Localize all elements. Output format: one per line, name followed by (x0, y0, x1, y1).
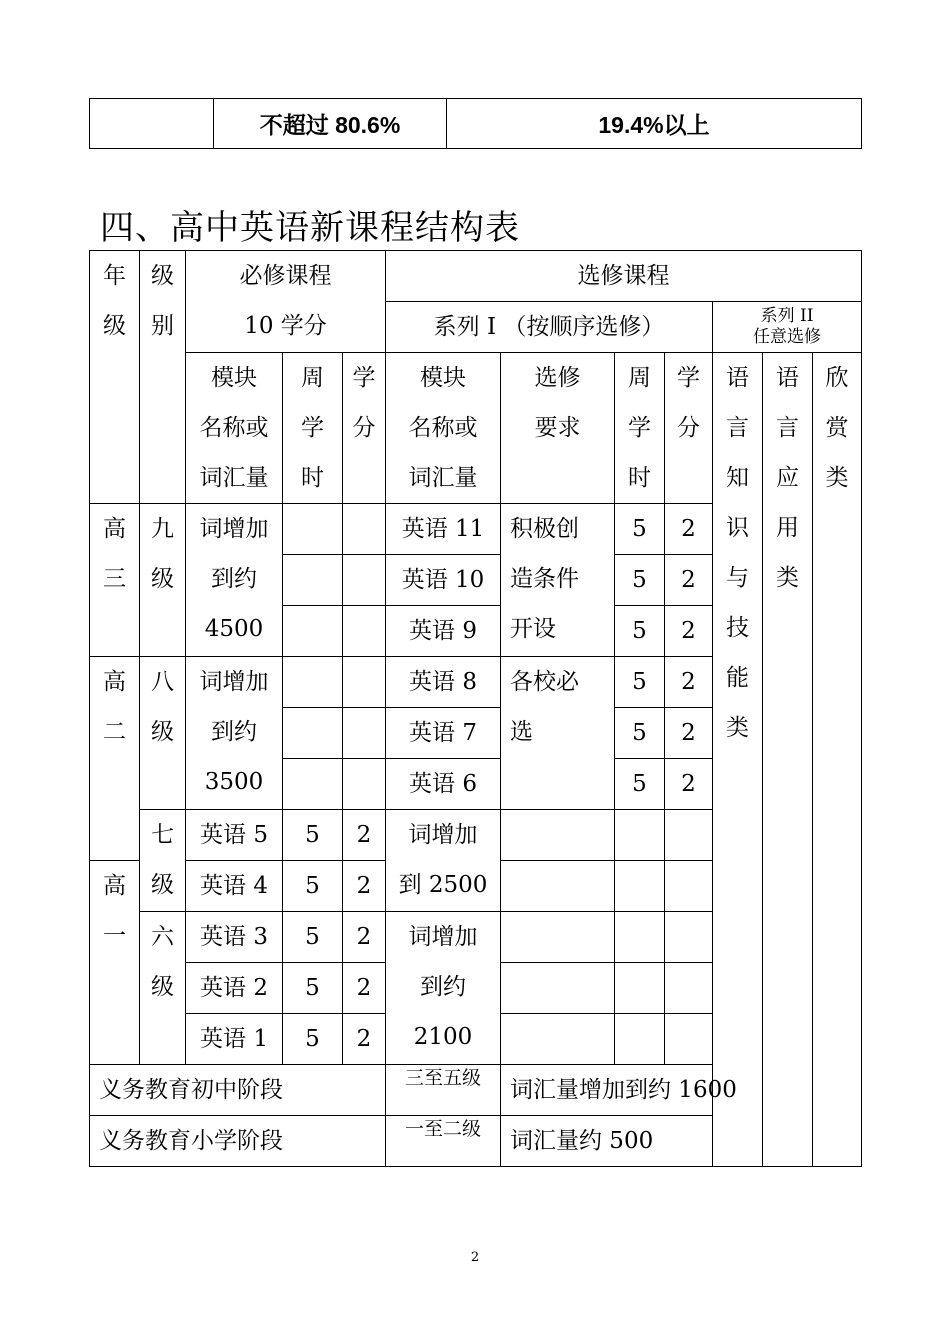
empty-cell (665, 963, 713, 1014)
empty-cell (343, 606, 386, 657)
empty-cell (283, 606, 343, 657)
course-credit: 2 (343, 810, 386, 861)
course-name: 英语 7 (386, 708, 501, 759)
grade-senior-1: 高 一 (90, 861, 140, 1065)
elective-credit-header: 学 分 (665, 353, 713, 504)
course-credit: 2 (343, 1014, 386, 1065)
elective-percentage: 19.4%以上 (447, 99, 862, 149)
vocab-2500: 词增加 到 2500 (386, 810, 501, 912)
elective-requirement-header: 选修 要求 (501, 353, 615, 504)
course-hours: 5 (283, 810, 343, 861)
empty-cell (501, 963, 615, 1014)
empty-cell (665, 861, 713, 912)
middle-school-stage: 义务教育初中阶段 (90, 1065, 386, 1116)
empty-cell (283, 504, 343, 555)
grade-senior-3: 高 三 (90, 504, 140, 657)
empty-cell (665, 810, 713, 861)
required-credit-header: 学 分 (343, 353, 386, 504)
vocab-3500: 词增加 到约 3500 (186, 657, 283, 810)
required-module-name-header: 模块 名称或 词汇量 (186, 353, 283, 504)
course-credit: 2 (665, 657, 713, 708)
empty-cell (615, 1014, 665, 1065)
course-hours: 5 (283, 861, 343, 912)
empty-cell (615, 810, 665, 861)
level-9: 九 级 (140, 504, 186, 657)
empty-cell (665, 1014, 713, 1065)
course-name: 英语 11 (386, 504, 501, 555)
empty-cell (615, 912, 665, 963)
table-row (90, 1116, 862, 1167)
course-name: 英语 1 (186, 1014, 283, 1065)
empty-cell (343, 504, 386, 555)
elective-requirement: 各校必 选 (501, 657, 615, 810)
empty-cell (343, 708, 386, 759)
empty-cell (665, 912, 713, 963)
appreciation-column: 欣 赏 类 (813, 353, 862, 1167)
required-hours-header: 周 学 时 (283, 353, 343, 504)
primary-school-vocab: 词汇量约 500 (501, 1116, 862, 1167)
course-hours: 5 (615, 504, 665, 555)
empty-cell (501, 810, 615, 861)
empty-cell (283, 759, 343, 810)
empty-cell (501, 912, 615, 963)
grade-header: 年 级 (90, 251, 140, 504)
empty-cell (501, 861, 615, 912)
course-hours: 5 (615, 555, 665, 606)
course-credit: 2 (343, 963, 386, 1014)
course-name: 英语 4 (186, 861, 283, 912)
elective-module-name-header: 模块 名称或 词汇量 (386, 353, 501, 504)
course-credit: 2 (343, 861, 386, 912)
course-credit: 2 (343, 912, 386, 963)
empty-cell (283, 555, 343, 606)
empty-cell (283, 657, 343, 708)
course-credit: 2 (665, 606, 713, 657)
course-hours: 5 (283, 1014, 343, 1065)
course-hours: 5 (615, 606, 665, 657)
empty-cell (343, 657, 386, 708)
course-hours: 5 (615, 759, 665, 810)
course-name: 英语 3 (186, 912, 283, 963)
curriculum-structure-table (89, 250, 862, 1167)
level-8: 八 级 (140, 657, 186, 810)
elective-course-header: 选修课程 (386, 251, 862, 302)
section-title: 四、高中英语新课程结构表 (100, 208, 520, 248)
course-name: 英语 5 (186, 810, 283, 861)
empty-cell (615, 861, 665, 912)
elective-hours-header: 周 学 时 (615, 353, 665, 504)
primary-school-stage: 义务教育小学阶段 (90, 1116, 386, 1167)
required-percentage: 不超过 80.6% (214, 99, 447, 149)
course-hours: 5 (283, 963, 343, 1014)
language-knowledge-skills-column: 语 言 知 识 与 技 能 类 (713, 353, 763, 1167)
empty-cell (283, 708, 343, 759)
course-hours: 5 (615, 657, 665, 708)
course-credit: 2 (665, 759, 713, 810)
elective-requirement: 积极创 造条件 开设 (501, 504, 615, 657)
language-application-column: 语 言 应 用 类 (763, 353, 813, 1167)
level-header: 级 别 (140, 251, 186, 504)
level-7: 七 级 (140, 810, 186, 912)
credit-ratio-table (89, 98, 862, 149)
empty-cell (501, 1014, 615, 1065)
empty-cell (615, 963, 665, 1014)
course-credit: 2 (665, 555, 713, 606)
series-2-header: 系列 II 任意选修 (713, 302, 862, 353)
grade-senior-2: 高 二 (90, 657, 140, 861)
course-name: 英语 6 (386, 759, 501, 810)
table-row (90, 1065, 862, 1116)
course-hours: 5 (283, 912, 343, 963)
vocab-4500: 词增加 到约 4500 (186, 504, 283, 657)
course-hours: 5 (615, 708, 665, 759)
course-credit: 2 (665, 708, 713, 759)
middle-school-vocab: 词汇量增加到约 1600 (501, 1065, 862, 1116)
course-name: 英语 10 (386, 555, 501, 606)
middle-school-levels: 三至五级 (386, 1065, 501, 1116)
course-name: 英语 8 (386, 657, 501, 708)
empty-cell (343, 555, 386, 606)
vocab-2100: 词增加 到约 2100 (386, 912, 501, 1065)
course-credit: 2 (665, 504, 713, 555)
course-name: 英语 9 (386, 606, 501, 657)
empty-cell (90, 99, 214, 149)
required-course-header: 必修课程 10 学分 (186, 251, 386, 353)
empty-cell (343, 759, 386, 810)
level-6: 六 级 (140, 912, 186, 1065)
series-1-header: 系列 I （按顺序选修） (386, 302, 713, 353)
course-name: 英语 2 (186, 963, 283, 1014)
primary-school-levels: 一至二级 (386, 1116, 501, 1167)
page-number: 2 (470, 1250, 480, 1265)
